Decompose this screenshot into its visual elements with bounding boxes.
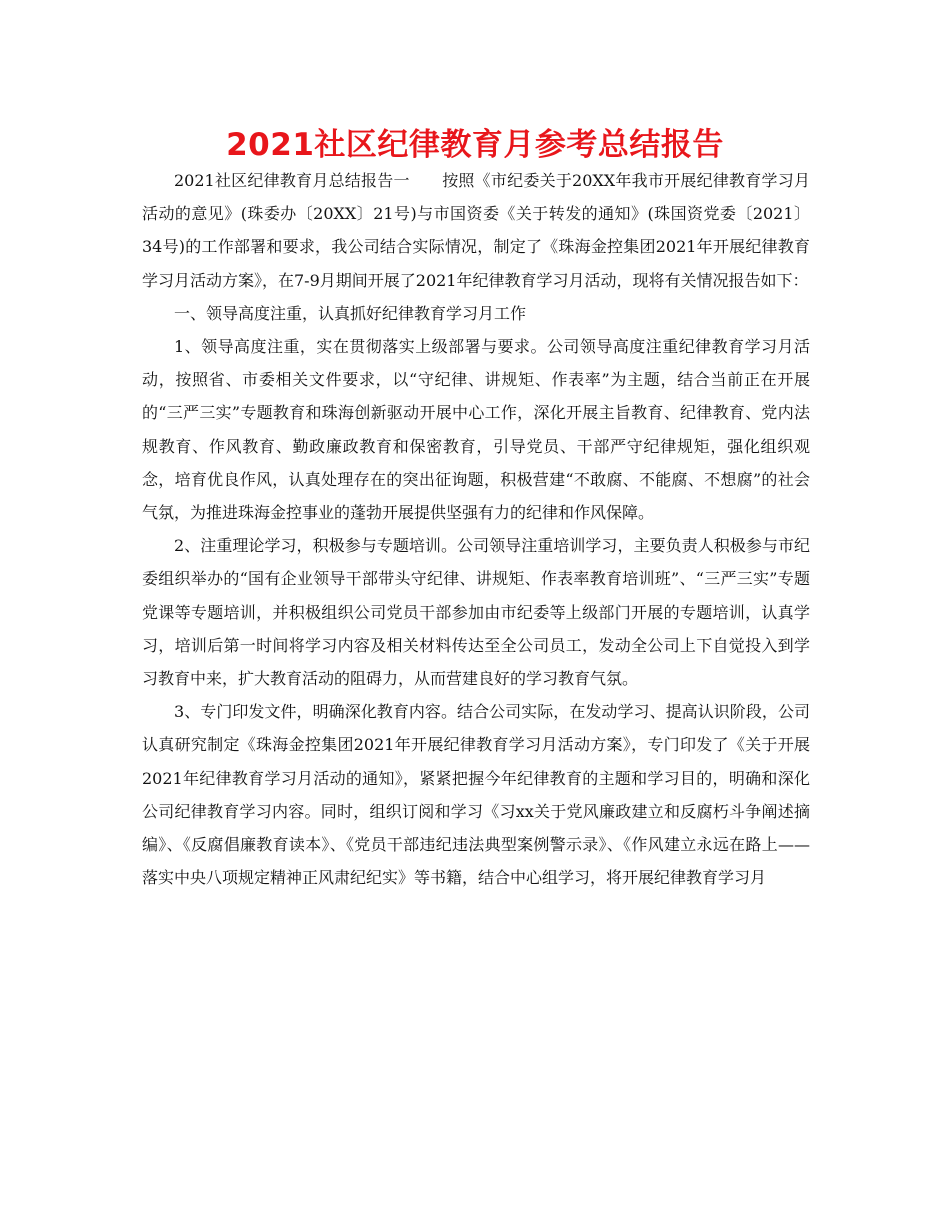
paragraph-item-3: 3、专门印发文件，明确深化教育内容。结合公司实际，在发动学习、提高认识阶段，公司认真研究制定《珠海金控集团2021年开展纪律教育学习月活动方案》，专门印发了《关于开展2021年纪律教育学习月活动的通知》，紧紧把握今年纪律教育的主题和学习目的，明确和深化公司纪律教育学习内容。同时，组织订阅和学习《习xx关于党风廉政建立和反腐朽斗争阐述摘编》、《反腐倡廉教育读本》、《党员干部违纪违法典型案例警示录》、《作风建立永远在路上——落实中央八项规定精神正风肃纪纪实》等书籍，结合中心组学习，将开展纪律教育学习月 [142, 702, 810, 888]
paragraph-item-2: 2、注重理论学习，积极参与专题培训。公司领导注重培训学习，主要负责人积极参与市纪委组织举办的“国有企业领导干部带头守纪律、讲规矩、作表率教育培训班”、“三严三实”专题党课等专题培训，并积极组织公司党员干部参加由市纪委等上级部门开展的专题培训，认真学习，培训后第一时间将学习内容及相关材料传达至全公司员工，发动全公司上下自觉投入到学习教育中来，扩大教育活动的阻碍力，从而营建良好的学习教育气氛。 [142, 536, 810, 689]
document-title: 2021社区纪律教育月参考总结报告 [226, 127, 724, 163]
paragraph-intro: 2021社区纪律教育月总结报告一 按照《市纪委关于20XX年我市开展纪律教育学习月活动的意见》(珠委办〔20XX〕21号)与市国资委《关于转发的通知》(珠国资党委〔2021〕34号)的工作部署和要求，我公司结合实际情况，制定了《珠海金控集团2021年开展纪律教育学习月活动方案》，在7-9月期间开展了2021年纪律教育学习月活动，现将有关情况报告如下： [142, 171, 810, 290]
document-body [142, 164, 810, 894]
paragraph-item-1: 1、领导高度注重，实在贯彻落实上级部署与要求。公司领导高度注重纪律教育学习月活动，按照省、市委相关文件要求，以“守纪律、讲规矩、作表率”为主题，结合当前正在开展的“三严三实”专题教育和珠海创新驱动开展中心工作，深化开展主旨教育、纪律教育、党内法规教育、作风教育、勤政廉政教育和保密教育，引导党员、干部严守纪律规矩，强化组织观念，培育优良作风，认真处理存在的突出征询题，积极营建“不敢腐、不能腐、不想腐”的社会气氛，为推进珠海金控事业的蓬勃开展提供坚强有力的纪律和作风保障。 [142, 337, 810, 523]
section-heading-1: 一、领导高度注重，认真抓好纪律教育学习月工作 [174, 303, 527, 323]
